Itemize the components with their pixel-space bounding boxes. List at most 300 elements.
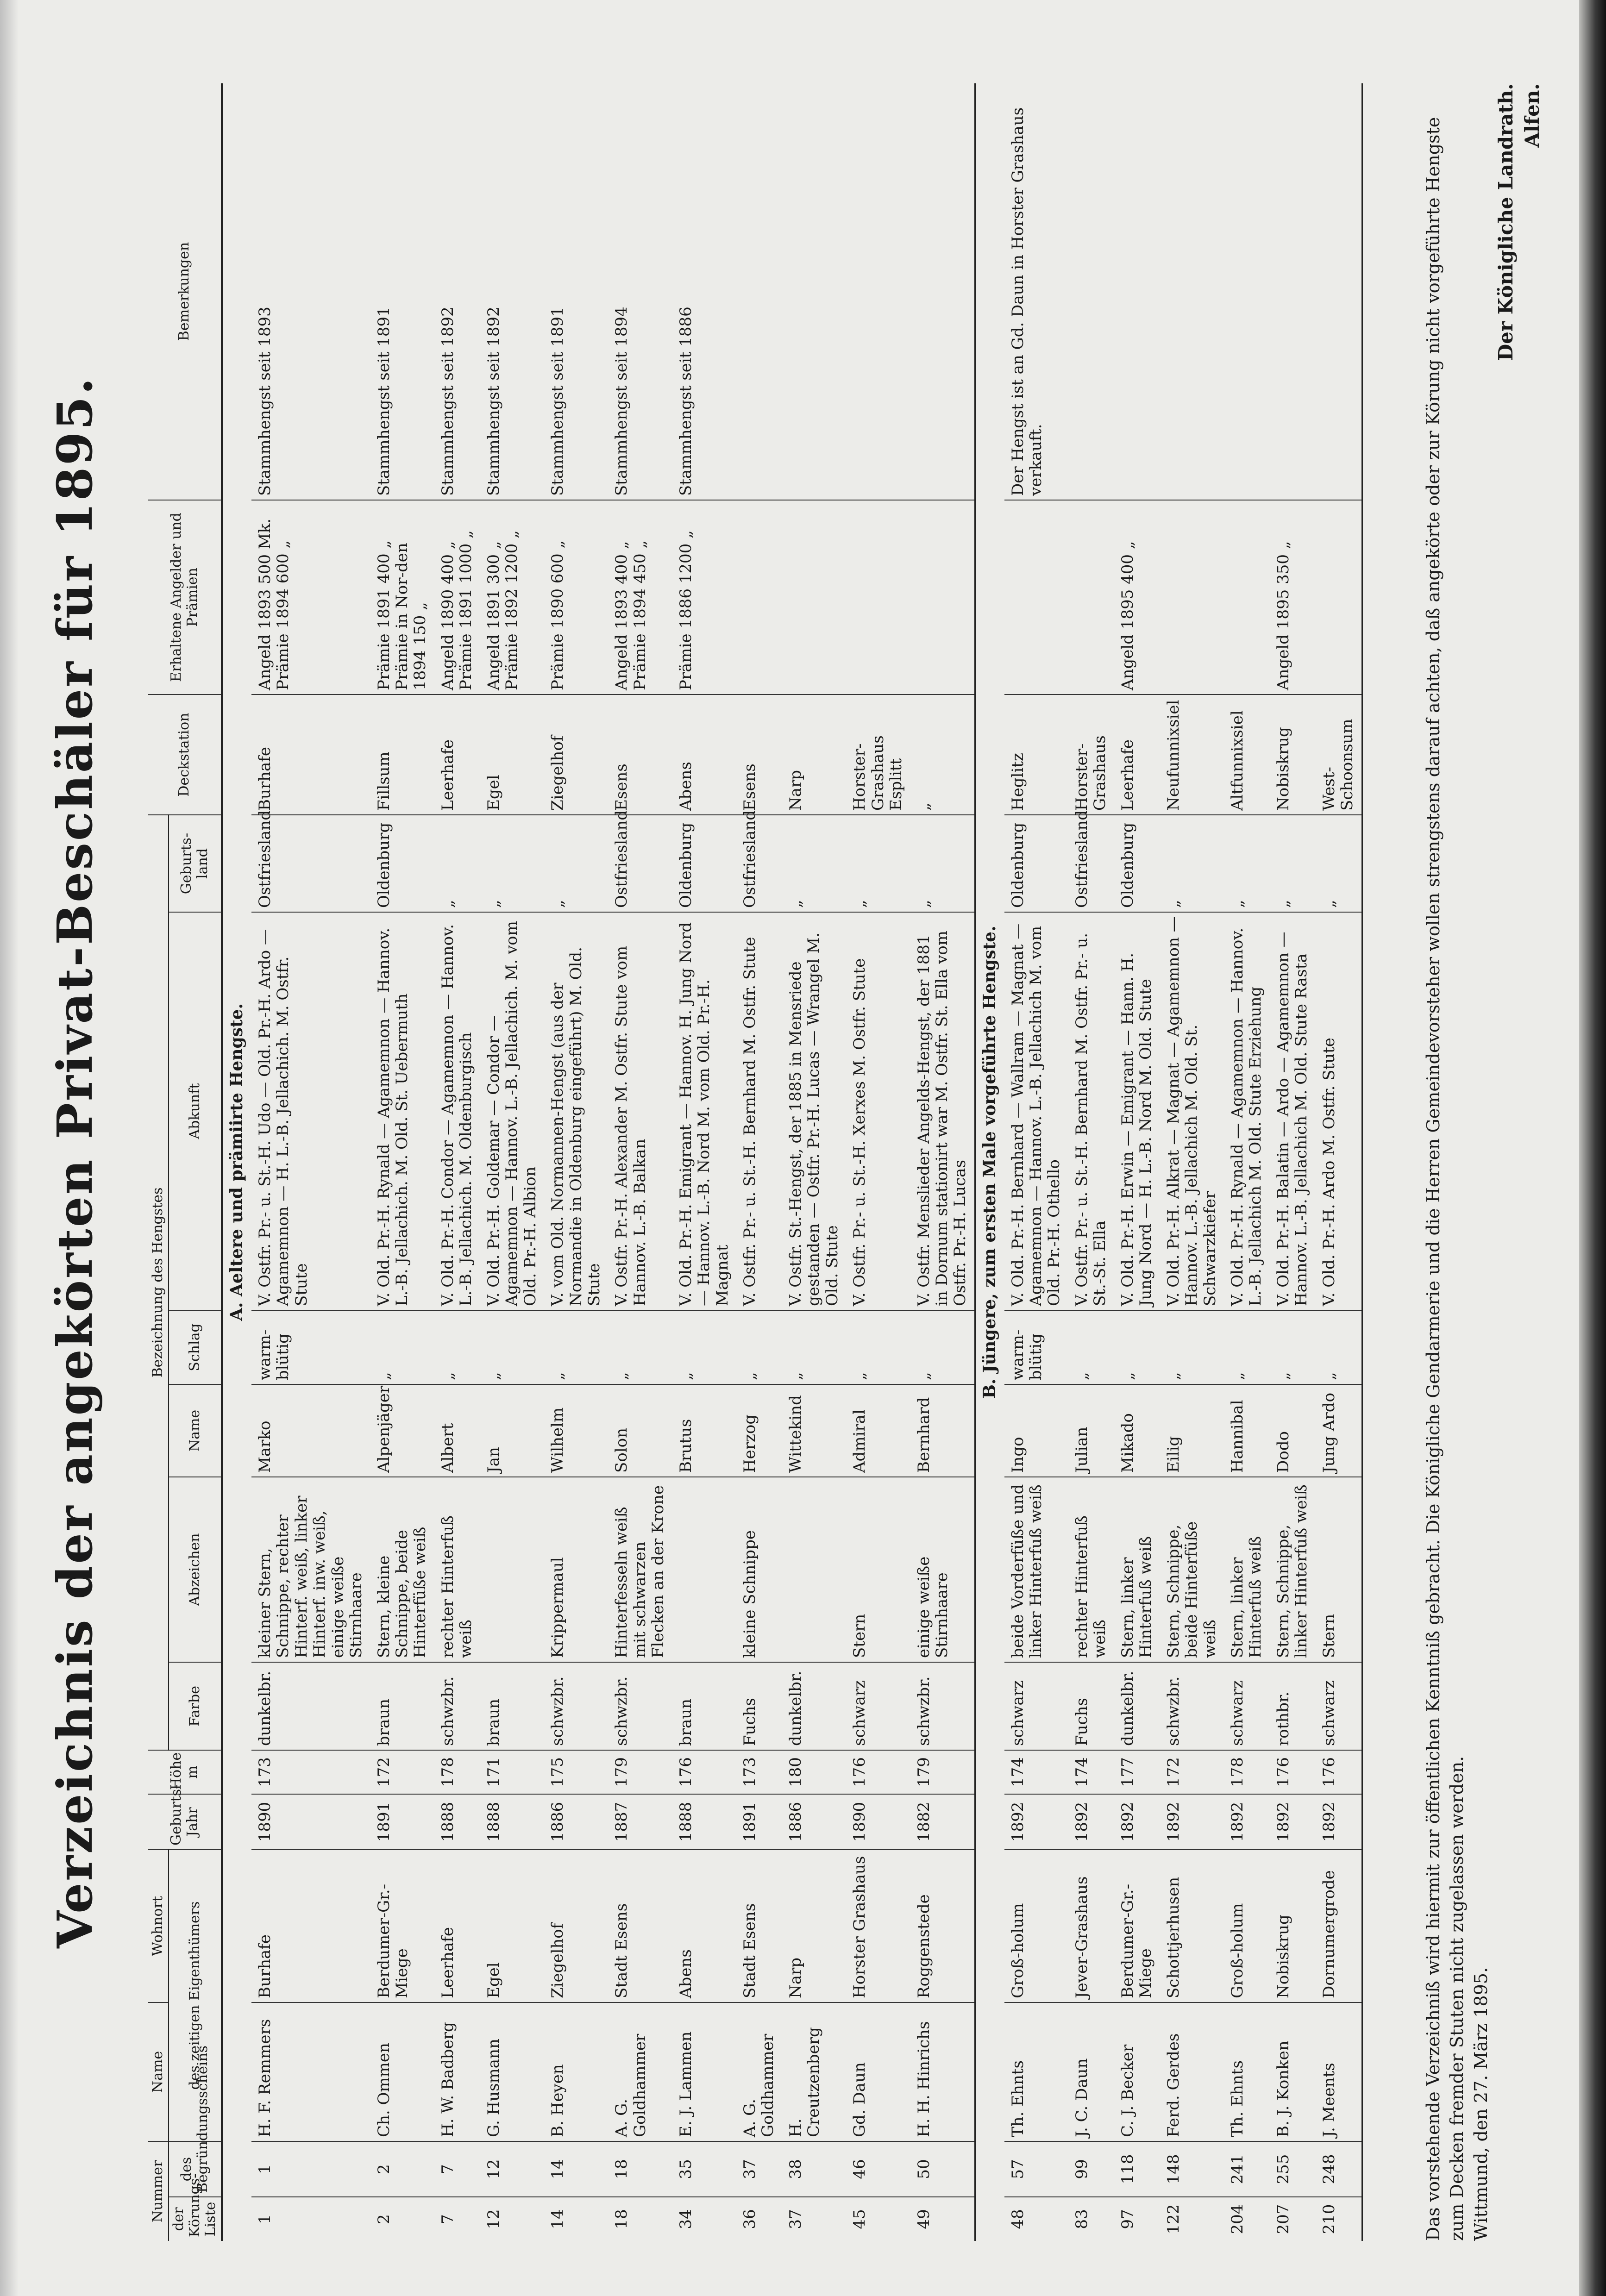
table-row xyxy=(1160,83,1224,2241)
cell-owner: Th. Ehnts xyxy=(1224,2002,1270,2141)
cell-abk: V. Ostfr. St.-Hengst, der 1885 in Mensriede gestanden — Ostfr. Pr.-H. Lucas — Wrangel M. Old. Stute xyxy=(782,912,846,1310)
cell-nr1: 204 xyxy=(1228,2204,1247,2234)
cell-owner: A. G. Goldhammer xyxy=(736,2002,782,2141)
cell-schlag: „ xyxy=(1114,1310,1160,1384)
cell-schlag: „ xyxy=(736,1310,782,1384)
table-row xyxy=(910,83,975,2241)
cell-angeld: Angeld 1895 400 „ xyxy=(1114,500,1160,694)
cell-hoehe: 180 xyxy=(782,1750,846,1794)
cell-land: „ xyxy=(544,815,608,912)
cell-owner: B. J. Konken xyxy=(1270,2002,1316,2141)
cell-abz: rechter Hinterfuß weiß xyxy=(434,1477,480,1662)
section-b-title: B. Jüngere, zum ersten Male vorgeführte Hengste. xyxy=(979,926,999,1399)
cell-schlag: „ xyxy=(1270,1310,1316,1384)
cell-schlag: „ xyxy=(672,1310,736,1384)
header-geburtsland: Geburts-land xyxy=(169,815,222,912)
cell-farbe: dunkelbr. xyxy=(1114,1662,1160,1750)
cell-deck: Fillsum xyxy=(370,694,434,815)
cell-farbe: Fuchs xyxy=(736,1662,782,1750)
cell-farbe: schwarz xyxy=(1004,1662,1068,1750)
cell-schlag: „ xyxy=(480,1310,544,1384)
cell-farbe: dunkelbr. xyxy=(251,1662,370,1750)
cell-deck: Leerhafe xyxy=(434,694,480,815)
header-angelder: Erhaltene Angelder und Prämien xyxy=(148,500,222,694)
cell-ort: Narp xyxy=(782,1850,846,2002)
footer-signature-name: Alfen. xyxy=(1520,83,1543,148)
cell-nr2: 2 xyxy=(370,2141,434,2197)
cell-land: „ xyxy=(846,815,910,912)
cell-angeld xyxy=(1224,500,1270,694)
cell-ort: Dornumergrode xyxy=(1316,1850,1362,2002)
cell-deck: Egel xyxy=(480,694,544,815)
cell-deck: West-Schoonsum xyxy=(1316,694,1362,815)
cell-jahr: 1888 xyxy=(672,1794,736,1850)
cell-jahr: 1892 xyxy=(1160,1794,1224,1850)
cell-ort: Groß-holum xyxy=(1224,1850,1270,2002)
cell-abk: V. Old. Pr.-H. Goldemar — Condor — Agamemnon — Hannov. L.-B. Jellachich. M. vom Old. Pr.-H. Albion xyxy=(480,912,544,1310)
cell-deck: Burhafe xyxy=(251,694,370,815)
header-abkunft: Abkunft xyxy=(169,912,222,1310)
cell-land: Ostfriesland xyxy=(1068,815,1114,912)
cell-abk: V. Ostfr. Menslieder Angelds-Hengst, der 1881 in Dornum stationirt war M. Ostfr. St. Ella vom Ostfr. Pr.-H. Lucas xyxy=(910,912,975,1310)
cell-farbe: Fuchs xyxy=(1068,1662,1114,1750)
table-row xyxy=(1114,83,1160,2241)
cell-nr1: 18 xyxy=(612,2209,631,2229)
cell-deck: Horster-Grashaus xyxy=(1068,694,1114,815)
cell-abz: Stern, kleine Schnippe, beide Hinterfüße weiß xyxy=(370,1477,434,1662)
cell-hoehe: 172 xyxy=(370,1750,434,1794)
cell-land: Oldenburg xyxy=(1114,815,1160,912)
cell-bem xyxy=(1270,83,1316,500)
table-row xyxy=(251,83,370,2241)
cell-owner: G. Husmann xyxy=(480,2002,544,2141)
cell-hoehe: 176 xyxy=(1270,1750,1316,1794)
footer-text: Das vorstehende Verzeichniß wird hiermit zur öffentlichen Kenntniß gebracht. Die Königliche Gendarmerie und die Herren Gemeindevorsteher wollen strengstens darauf achten, daß angekörte oder zur Körung nicht vorgeführte Hengste zum Decken fremder Stuten nicht zugelassen werden. xyxy=(1423,117,1468,2241)
cell-owner: Ch. Ommen xyxy=(370,2002,434,2141)
cell-ort: Stadt Esens xyxy=(736,1850,782,2002)
table-row xyxy=(434,83,480,2241)
cell-jahr: 1892 xyxy=(1068,1794,1114,1850)
cell-angeld: Angeld 1893 500 Mk. Prämie 1894 600 „ xyxy=(251,500,370,694)
cell-nr2: 50 xyxy=(910,2141,975,2197)
cell-hname: Mikado xyxy=(1114,1384,1160,1477)
cell-abk: V. vom Old. Normannen-Hengst (aus der Normandie in Oldenburg eingeführt) M. Old. Stute xyxy=(544,912,608,1310)
cell-bem xyxy=(1068,83,1114,500)
cell-bem xyxy=(1114,83,1160,500)
header-jahr: Geburts-Jahr xyxy=(148,1794,222,1850)
cell-land: Oldenburg xyxy=(672,815,736,912)
cell-hoehe: 178 xyxy=(434,1750,480,1794)
cell-jahr: 1892 xyxy=(1316,1794,1362,1850)
table-row xyxy=(736,83,782,2241)
cell-jahr: 1882 xyxy=(910,1794,975,1850)
cell-nr2: 14 xyxy=(544,2141,608,2197)
cell-hoehe: 176 xyxy=(1316,1750,1362,1794)
cell-nr2: 1 xyxy=(251,2141,370,2197)
cell-bem: Stammhengst seit 1886 xyxy=(672,83,736,500)
cell-ort: Berdumer-Gr.-Miege xyxy=(1114,1850,1160,2002)
cell-jahr: 1886 xyxy=(544,1794,608,1850)
cell-nr1: 48 xyxy=(1008,2209,1027,2229)
cell-nr2: 255 xyxy=(1270,2141,1316,2197)
header-farbe: Farbe xyxy=(169,1662,222,1750)
cell-angeld: Prämie 1890 600 „ xyxy=(544,500,608,694)
cell-hname: Admiral xyxy=(846,1384,910,1477)
cell-deck: „ xyxy=(910,694,975,815)
cell-nr2: 241 xyxy=(1224,2141,1270,2197)
cell-deck: Horster-Grashaus Esplitt xyxy=(846,694,910,815)
cell-bem: Stammhengst seit 1892 xyxy=(434,83,480,500)
cell-land: Oldenburg xyxy=(1004,815,1068,912)
cell-hoehe: 178 xyxy=(1224,1750,1270,1794)
cell-bem xyxy=(846,83,910,500)
page-left-edge xyxy=(0,0,19,2296)
cell-bem: Stammhengst seit 1891 xyxy=(544,83,608,500)
table-row xyxy=(1004,83,1068,2241)
cell-nr1: 83 xyxy=(1072,2209,1091,2229)
cell-abk: V. Ostfr. Pr.- u. St.-H. Xerxes M. Ostfr. Stute xyxy=(846,912,910,1310)
cell-hoehe: 172 xyxy=(1160,1750,1224,1794)
cell-angeld: Angeld 1895 350 „ xyxy=(1270,500,1316,694)
cell-nr2: 18 xyxy=(608,2141,672,2197)
cell-abk: V. Ostfr. Pr.- u. St.-H. Bernhard M. Ostfr. Stute xyxy=(736,912,782,1310)
cell-abk: V. Old. Pr.-H. Condor — Agamemnon — Hannov. L.-B. Jellachich. M. Oldenburgisch xyxy=(434,912,480,1310)
cell-hname: Ingo xyxy=(1004,1384,1068,1477)
cell-schlag: warm-blütig xyxy=(1004,1310,1068,1384)
cell-abz: Stern, linker Hinterfuß weiß xyxy=(1114,1477,1160,1662)
cell-owner: Th. Ehnts xyxy=(1004,2002,1068,2141)
cell-deck: Nobiskrug xyxy=(1270,694,1316,815)
cell-abk: V. Ostfr. Pr.-H. Alexander M. Ostfr. Stute vom Hannov. L.-B. Balkan xyxy=(608,912,672,1310)
cell-hoehe: 173 xyxy=(251,1750,370,1794)
cell-angeld: Prämie 1886 1200 „ xyxy=(672,500,736,694)
cell-abz: beide Vorderfüße und linker Hinterfuß weiß xyxy=(1004,1477,1068,1662)
cell-jahr: 1892 xyxy=(1114,1794,1160,1850)
cell-nr1: 49 xyxy=(910,2197,975,2241)
cell-abk: V. Old. Pr.-H. Emigrant — Hannov. H. Jung Nord — Hannov. L.-B. Nord M. vom Old. Pr.-H. Magnat xyxy=(672,912,736,1310)
cell-jahr: 1891 xyxy=(370,1794,434,1850)
cell-land: „ xyxy=(1224,815,1270,912)
cell-nr2: 46 xyxy=(846,2141,910,2197)
cell-nr1: 34 xyxy=(676,2209,695,2229)
cell-angeld: Angeld 1890 400 „ Prämie 1891 1000 „ xyxy=(434,500,480,694)
cell-jahr: 1888 xyxy=(480,1794,544,1850)
cell-nr2: 12 xyxy=(480,2141,544,2197)
cell-farbe: schwzbr. xyxy=(544,1662,608,1750)
cell-abk: V. Old. Pr.-H. Erwin — Emigrant — Hann. H. Jung Nord — H. L.-B. Nord M. Old. Stute xyxy=(1114,912,1160,1310)
cell-nr2: 148 xyxy=(1160,2141,1224,2197)
cell-hname: Wittekind xyxy=(782,1384,846,1477)
cell-angeld: Prämie 1891 400 „ Prämie in Nor-den 1894 150 „ xyxy=(370,500,434,694)
footer-notice xyxy=(1422,83,1545,2241)
cell-ort: Egel xyxy=(480,1850,544,2002)
cell-land: „ xyxy=(910,815,975,912)
cell-hname: Solon xyxy=(608,1384,672,1477)
cell-ort: Schottjerhusen xyxy=(1160,1850,1224,2002)
cell-nr2: 38 xyxy=(782,2141,846,2197)
cell-land: „ xyxy=(480,815,544,912)
cell-farbe: schwzbr. xyxy=(608,1662,672,1750)
cell-land: „ xyxy=(434,815,480,912)
cell-deck: Abens xyxy=(672,694,736,815)
cell-jahr: 1890 xyxy=(846,1794,910,1850)
cell-angeld xyxy=(782,500,846,694)
footer-signature: Der Königliche Landrath. xyxy=(1494,83,1517,361)
table-row xyxy=(1270,83,1316,2241)
table-header xyxy=(148,83,222,2241)
cell-land: „ xyxy=(1316,815,1362,912)
cell-nr2: 7 xyxy=(434,2141,480,2197)
table-section-b xyxy=(975,83,1362,2241)
cell-hoehe: 173 xyxy=(736,1750,782,1794)
header-name: Name xyxy=(148,2002,169,2141)
cell-abz: Stern, Schnippe, linker Hinterfuß weiß xyxy=(1270,1477,1316,1662)
cell-farbe: braun xyxy=(480,1662,544,1750)
cell-abz: Hinterfesseln weiß mit schwarzen Flecken an der Krone xyxy=(608,1477,672,1662)
cell-nr1: 37 xyxy=(786,2209,805,2229)
cell-hname: Eilig xyxy=(1160,1384,1224,1477)
cell-jahr: 1891 xyxy=(736,1794,782,1850)
cell-farbe: rothbr. xyxy=(1270,1662,1316,1750)
cell-land: „ xyxy=(1160,815,1224,912)
cell-farbe: dunkelbr. xyxy=(782,1662,846,1750)
cell-land: „ xyxy=(782,815,846,912)
cell-nr1: 36 xyxy=(740,2209,759,2229)
cell-hname: Julian xyxy=(1068,1384,1114,1477)
cell-hname: Bernhard xyxy=(910,1384,975,1477)
cell-schlag: warm-blütig xyxy=(251,1310,370,1384)
header-abzeichen: Abzeichen xyxy=(169,1477,222,1662)
cell-hname: Marko xyxy=(251,1384,370,1477)
cell-owner: B. Heyen xyxy=(544,2002,608,2141)
cell-schlag: „ xyxy=(370,1310,434,1384)
cell-hname: Brutus xyxy=(672,1384,736,1477)
cell-owner: J. Meents xyxy=(1316,2002,1362,2141)
cell-angeld xyxy=(1316,500,1362,694)
book-spine xyxy=(1579,0,1606,2296)
cell-schlag: „ xyxy=(782,1310,846,1384)
stallion-register-table xyxy=(148,83,1363,2241)
cell-land: Ostfriesland xyxy=(608,815,672,912)
cell-farbe: schwarz xyxy=(846,1662,910,1750)
header-hoehe: Höhe m xyxy=(148,1750,222,1794)
cell-land: „ xyxy=(1270,815,1316,912)
cell-schlag: „ xyxy=(608,1310,672,1384)
table-row xyxy=(1068,83,1114,2241)
rotated-content xyxy=(37,83,1565,2241)
cell-schlag: „ xyxy=(434,1310,480,1384)
cell-nr1: 122 xyxy=(1164,2204,1183,2234)
header-deckstation: Deckstation xyxy=(148,694,222,815)
cell-jahr: 1887 xyxy=(608,1794,672,1850)
cell-abk: V. Old. Pr.-H. Ardo M. Ostfr. Stute xyxy=(1316,912,1362,1310)
table-section-a xyxy=(222,83,975,2241)
cell-nr1: 14 xyxy=(548,2209,567,2229)
cell-jahr: 1890 xyxy=(251,1794,370,1850)
cell-abz xyxy=(672,1477,736,1662)
cell-hoehe: 174 xyxy=(1004,1750,1068,1794)
cell-bem xyxy=(782,83,846,500)
cell-hoehe: 177 xyxy=(1114,1750,1160,1794)
cell-jahr: 1892 xyxy=(1224,1794,1270,1850)
cell-bem: Stammhengst seit 1892 xyxy=(480,83,544,500)
cell-ort: Berdumer-Gr.-Miege xyxy=(370,1850,434,2002)
table-row xyxy=(544,83,608,2241)
cell-hoehe: 174 xyxy=(1068,1750,1114,1794)
cell-nr2: 35 xyxy=(672,2141,736,2197)
header-eigenthuemer: des zeitigen Eigenthümers xyxy=(169,1850,222,2141)
cell-bem xyxy=(1160,83,1224,500)
cell-schlag: „ xyxy=(1224,1310,1270,1384)
cell-bem: Stammhengst seit 1893 xyxy=(251,83,370,500)
header-nr-liste: der Körungs-Liste xyxy=(169,2197,222,2241)
section-a-title: A. Aeltere und prämiirte Hengste. xyxy=(227,1003,247,1321)
cell-deck: Esens xyxy=(736,694,782,815)
cell-ort: Jever-Grashaus xyxy=(1068,1850,1114,2002)
cell-bem xyxy=(736,83,782,500)
cell-hoehe: 171 xyxy=(480,1750,544,1794)
cell-owner: H. Creutzenberg xyxy=(782,2002,846,2141)
cell-farbe: braun xyxy=(370,1662,434,1750)
cell-abz: Krippermaul xyxy=(544,1477,608,1662)
header-hengst-name: Name xyxy=(169,1384,222,1477)
cell-hname: Dodo xyxy=(1270,1384,1316,1477)
cell-owner: C. J. Becker xyxy=(1114,2002,1160,2141)
cell-farbe: schwzbr. xyxy=(1160,1662,1224,1750)
cell-nr2: 37 xyxy=(736,2141,782,2197)
cell-owner: Gd. Daun xyxy=(846,2002,910,2141)
cell-hname: Jung Ardo xyxy=(1316,1384,1362,1477)
cell-ort: Burhafe xyxy=(251,1850,370,2002)
cell-nr1: 207 xyxy=(1274,2204,1292,2234)
header-schlag: Schlag xyxy=(169,1310,222,1384)
cell-ort: Horster Grashaus xyxy=(846,1850,910,2002)
cell-land: Oldenburg xyxy=(370,815,434,912)
cell-angeld xyxy=(1160,500,1224,694)
cell-schlag: „ xyxy=(1316,1310,1362,1384)
cell-owner: H. H. Hinrichs xyxy=(910,2002,975,2141)
cell-ort: Ziegelhof xyxy=(544,1850,608,2002)
table-row xyxy=(480,83,544,2241)
cell-jahr: 1888 xyxy=(434,1794,480,1850)
cell-nr1: 2 xyxy=(374,2214,393,2224)
cell-bem: Stammhengst seit 1894 xyxy=(608,83,672,500)
cell-nr1: 7 xyxy=(438,2214,457,2224)
cell-nr1: 12 xyxy=(484,2209,503,2229)
cell-nr2: 248 xyxy=(1316,2141,1362,2197)
cell-abk: V. Ostfr. Pr.- u. St.-H. Udo — Old. Pr.-H. Ardo — Agamemnon — H. L.-B. Jellachich. M. Ostfr. Stute xyxy=(251,912,370,1310)
cell-owner: H. W. Badberg xyxy=(434,2002,480,2141)
table-row xyxy=(782,83,846,2241)
cell-angeld: Angeld 1891 300 „ Prämie 1892 1200 „ xyxy=(480,500,544,694)
cell-nr2: 99 xyxy=(1068,2141,1114,2197)
cell-owner: H. F. Remmers xyxy=(251,2002,370,2141)
header-bemerkungen: Bemerkungen xyxy=(148,83,222,500)
cell-ort: Nobiskrug xyxy=(1270,1850,1316,2002)
cell-deck: Altfunnixsiel xyxy=(1224,694,1270,815)
cell-angeld: Angeld 1893 400 „ Prämie 1894 450 „ xyxy=(608,500,672,694)
cell-schlag: „ xyxy=(1160,1310,1224,1384)
cell-owner: J. C. Daun xyxy=(1068,2002,1114,2141)
cell-hname: Alpenjäger xyxy=(370,1384,434,1477)
table-row xyxy=(608,83,672,2241)
cell-deck: Neufunnixsiel xyxy=(1160,694,1224,815)
cell-angeld xyxy=(1068,500,1114,694)
cell-abk: V. Old. Pr.-H. Bernhard — Wallram — Magnat — Agamemnon — Hannov. L.-B. Jellachich M. vom Old. Pr.-H. Othello xyxy=(1004,912,1068,1310)
cell-ort: Stadt Esens xyxy=(608,1850,672,2002)
cell-farbe: schwarz xyxy=(1224,1662,1270,1750)
cell-owner: Ferd. Gerdes xyxy=(1160,2002,1224,2141)
cell-hname: Wilhelm xyxy=(544,1384,608,1477)
table-row xyxy=(370,83,434,2241)
cell-abk: V. Old. Pr.-H. Rynald — Agamemnon — Hannov. L.-B. Jellachich. M. Old. St. Uebermuth xyxy=(370,912,434,1310)
cell-ort: Leerhafe xyxy=(434,1850,480,2002)
cell-abz: kleiner Stern, Schnippe, rechter Hinterf. weiß, linker Hinterf. inw. weiß, einige weiße Stirnhaare xyxy=(251,1477,370,1662)
cell-ort: Abens xyxy=(672,1850,736,2002)
cell-jahr: 1892 xyxy=(1270,1794,1316,1850)
cell-schlag: „ xyxy=(846,1310,910,1384)
cell-jahr: 1886 xyxy=(782,1794,846,1850)
header-nummer: Nummer xyxy=(148,2141,169,2241)
cell-abz: Stern, Schnippe, beide Hinterfüße weiß xyxy=(1160,1477,1224,1662)
cell-angeld xyxy=(736,500,782,694)
cell-ort: Groß-holum xyxy=(1004,1850,1068,2002)
cell-schlag: „ xyxy=(1068,1310,1114,1384)
cell-abz: einige weiße Stirnhaare xyxy=(910,1477,975,1662)
cell-hname: Hannibal xyxy=(1224,1384,1270,1477)
cell-angeld xyxy=(1004,500,1068,694)
cell-owner: E. J. Lammen xyxy=(672,2002,736,2141)
cell-nr1: 210 xyxy=(1316,2197,1362,2241)
header-bezeichnung: Bezeichnung des Hengstes xyxy=(148,815,169,1750)
cell-deck: Heglitz xyxy=(1004,694,1068,815)
cell-abk: V. Old. Pr.-H. Alkrat — Magnat — Agamemnon — Hannov. L.-B. Jellachich M. Old. St. Schwarzkiefer xyxy=(1160,912,1224,1310)
cell-schlag: „ xyxy=(544,1310,608,1384)
cell-bem: Stammhengst seit 1891 xyxy=(370,83,434,500)
cell-owner: A. G. Goldhammer xyxy=(608,2002,672,2141)
cell-bem xyxy=(1316,83,1362,500)
cell-nr1: 1 xyxy=(255,2214,274,2224)
cell-farbe: schwzbr. xyxy=(434,1662,480,1750)
cell-nr2: 57 xyxy=(1004,2141,1068,2197)
cell-hoehe: 179 xyxy=(910,1750,975,1794)
cell-bem xyxy=(1224,83,1270,500)
table-row xyxy=(672,83,736,2241)
cell-abk: V. Old. Pr.-H. Balatin — Ardo — Agamemnon — Hannov. L.-B. Jellachich M. Old. Stute Rasta xyxy=(1270,912,1316,1310)
cell-angeld xyxy=(910,500,975,694)
cell-hoehe: 175 xyxy=(544,1750,608,1794)
cell-nr1: 45 xyxy=(850,2209,869,2229)
cell-nr2: 118 xyxy=(1114,2141,1160,2197)
cell-hname: Jan xyxy=(480,1384,544,1477)
cell-abz: Stern xyxy=(1316,1477,1362,1662)
cell-abz: rechter Hinterfuß weiß xyxy=(1068,1477,1114,1662)
header-wohnort: Wohnort xyxy=(148,1850,169,2002)
table-row xyxy=(1316,83,1362,2241)
cell-land: Ostfriesland xyxy=(736,815,782,912)
cell-ort: Roggenstede xyxy=(910,1850,975,2002)
cell-hoehe: 176 xyxy=(672,1750,736,1794)
cell-abk: V. Ostfr. Pr.- u. St.-H. Bernhard M. Ostfr. Pr.- u. St.-St. Ella xyxy=(1068,912,1114,1310)
cell-bem xyxy=(910,83,975,500)
table-row xyxy=(1224,83,1270,2241)
cell-deck: Leerhafe xyxy=(1114,694,1160,815)
cell-farbe: braun xyxy=(672,1662,736,1750)
cell-angeld xyxy=(846,500,910,694)
cell-abz xyxy=(480,1477,544,1662)
cell-land: Ostfriesland xyxy=(251,815,370,912)
cell-abk: V. Old. Pr.-H. Rynald — Agamemnon — Hannov. L.-B. Jellachich M. Old. Stute Erziehung xyxy=(1224,912,1270,1310)
